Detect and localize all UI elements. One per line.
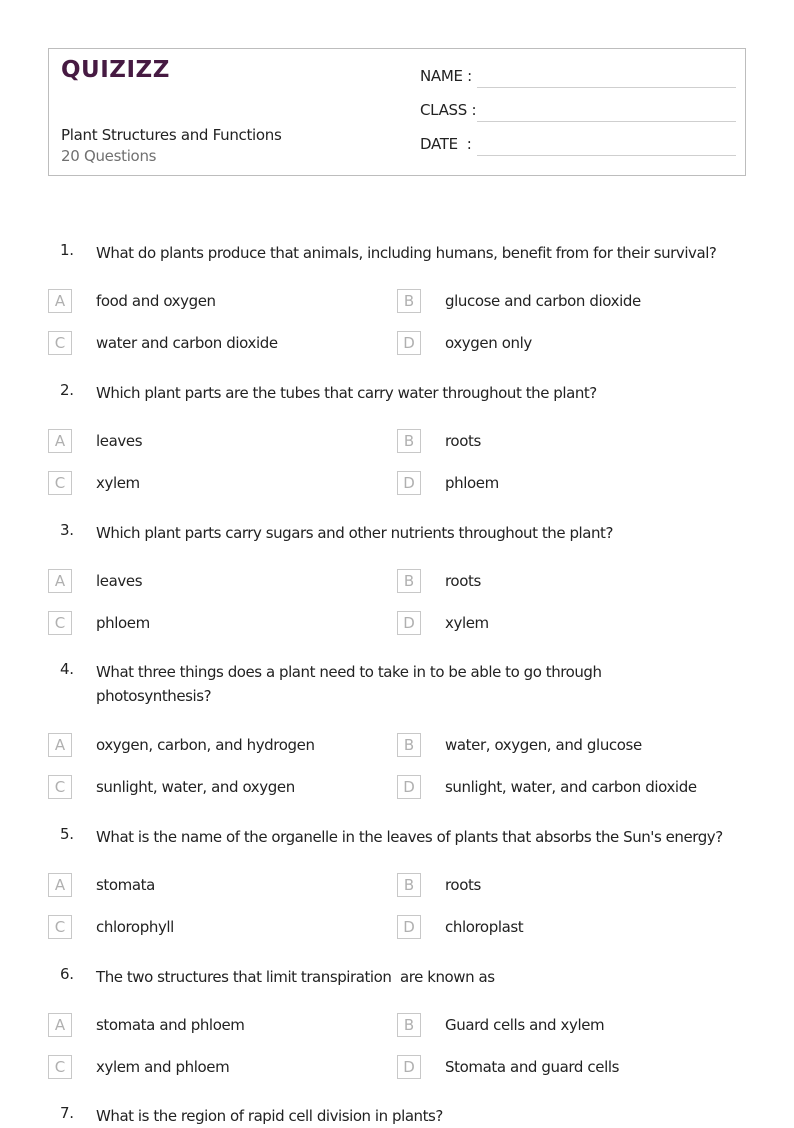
question-text: Which plant parts carry sugars and other nutrients throughout the plant? xyxy=(96,524,613,542)
question-text: What three things does a plant need to take in to be able to go through photosynthesis? xyxy=(96,663,602,705)
option-text: leaves xyxy=(96,432,143,450)
option-letter-box: C xyxy=(48,611,72,635)
option-letter-box: B xyxy=(397,289,421,313)
quizizz-logo: QUIZIZZ xyxy=(61,57,170,83)
option-text: roots xyxy=(445,432,481,450)
option-text: water and carbon dioxide xyxy=(96,334,278,352)
question-count: 20 Questions xyxy=(61,147,157,165)
option-text: roots xyxy=(445,572,481,590)
option-letter-box: D xyxy=(397,471,421,495)
option-letter-box: A xyxy=(48,873,72,897)
option-letter-box: C xyxy=(48,1055,72,1079)
option-letter-box: D xyxy=(397,611,421,635)
option-text: leaves xyxy=(96,572,143,590)
option-text: chlorophyll xyxy=(96,918,174,936)
option-letter-box: B xyxy=(397,873,421,897)
option-letter-box: A xyxy=(48,289,72,313)
question-number: 5. xyxy=(60,825,74,843)
option-text: water, oxygen, and glucose xyxy=(445,736,642,754)
question-number: 6. xyxy=(60,965,74,983)
date-blank-line xyxy=(477,155,736,156)
date-label: DATE : xyxy=(420,135,472,153)
option-letter-box: D xyxy=(397,915,421,939)
question-text: What is the region of rapid cell division in plants? xyxy=(96,1107,443,1125)
option-letter-box: C xyxy=(48,471,72,495)
option-letter-box: B xyxy=(397,733,421,757)
worksheet-title: Plant Structures and Functions xyxy=(61,126,282,144)
option-text: sunlight, water, and carbon dioxide xyxy=(445,778,697,796)
option-text: Stomata and guard cells xyxy=(445,1058,620,1076)
option-letter-box: B xyxy=(397,429,421,453)
question-number: 3. xyxy=(60,521,74,539)
question-text: Which plant parts are the tubes that carry water throughout the plant? xyxy=(96,384,597,402)
option-text: phloem xyxy=(445,474,499,492)
option-letter-box: B xyxy=(397,569,421,593)
question-number: 2. xyxy=(60,381,74,399)
option-text: stomata xyxy=(96,876,155,894)
option-letter-box: C xyxy=(48,915,72,939)
date-field xyxy=(420,135,736,159)
option-letter-box: B xyxy=(397,1013,421,1037)
question-number: 4. xyxy=(60,660,74,678)
question-text: The two structures that limit transpiration are known as xyxy=(96,968,495,986)
option-letter-box: C xyxy=(48,775,72,799)
option-letter-box: D xyxy=(397,1055,421,1079)
option-text: food and oxygen xyxy=(96,292,216,310)
class-label: CLASS : xyxy=(420,101,477,119)
option-text: xylem xyxy=(445,614,489,632)
option-text: xylem xyxy=(96,474,140,492)
option-text: sunlight, water, and oxygen xyxy=(96,778,295,796)
option-letter-box: A xyxy=(48,1013,72,1037)
question-text: What is the name of the organelle in the leaves of plants that absorbs the Sun's energy? xyxy=(96,828,723,846)
option-text: phloem xyxy=(96,614,150,632)
option-text: chloroplast xyxy=(445,918,524,936)
option-text: glucose and carbon dioxide xyxy=(445,292,641,310)
option-text: oxygen, carbon, and hydrogen xyxy=(96,736,315,754)
option-text: Guard cells and xylem xyxy=(445,1016,605,1034)
worksheet-header xyxy=(48,48,746,176)
option-text: oxygen only xyxy=(445,334,532,352)
question-number: 1. xyxy=(60,241,74,259)
class-blank-line xyxy=(477,121,736,122)
question-text: What do plants produce that animals, including humans, benefit from for their survival? xyxy=(96,244,717,262)
option-text: roots xyxy=(445,876,481,894)
name-blank-line xyxy=(477,87,736,88)
name-field xyxy=(420,67,736,91)
option-text: xylem and phloem xyxy=(96,1058,230,1076)
option-letter-box: D xyxy=(397,775,421,799)
name-label: NAME : xyxy=(420,67,472,85)
option-text: stomata and phloem xyxy=(96,1016,245,1034)
option-letter-box: A xyxy=(48,569,72,593)
option-letter-box: D xyxy=(397,331,421,355)
option-letter-box: C xyxy=(48,331,72,355)
class-field xyxy=(420,101,736,125)
option-letter-box: A xyxy=(48,733,72,757)
question-number: 7. xyxy=(60,1104,74,1122)
option-letter-box: A xyxy=(48,429,72,453)
